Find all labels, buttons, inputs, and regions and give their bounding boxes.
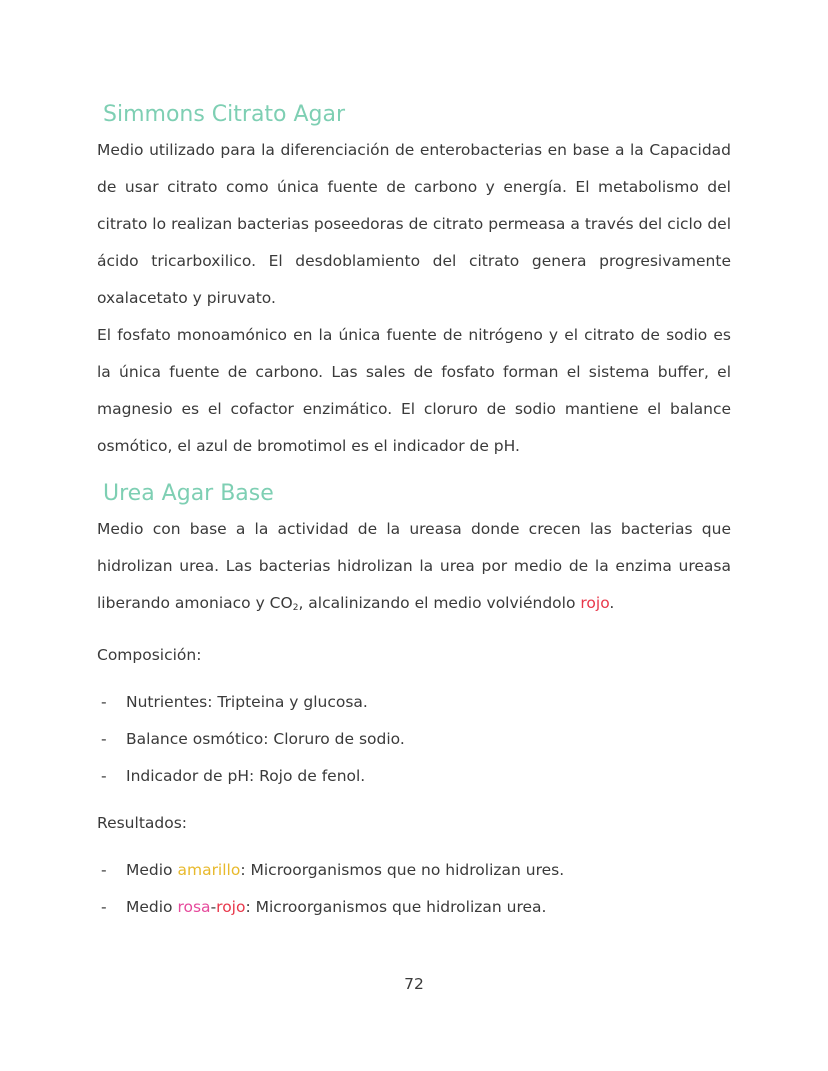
result-suffix: : Microorganismos que hidrolizan urea. — [245, 898, 547, 916]
section-title-urea: Urea Agar Base — [103, 481, 274, 506]
result-prefix: Medio — [126, 898, 178, 916]
list-item — [97, 684, 731, 721]
rosa-highlight: rosa — [177, 898, 211, 916]
result-dash: - — [210, 898, 217, 916]
dash-bullet: - — [101, 861, 107, 879]
list-item — [97, 889, 731, 926]
composition-list — [97, 684, 731, 795]
urea-paragraph-1-text: Medio con base a la actividad de la ureasa donde crecen las bacterias que hidrolizan urea. Las bacterias hidrolizan la urea por medio de la enzima ureasa liberando amoniaco y CO — [97, 520, 731, 612]
amarillo-highlight: amarillo — [177, 861, 241, 879]
result-prefix: Medio — [126, 861, 178, 879]
simmons-paragraph-2: El fosfato monoamónico en la única fuente de nitrógeno y el citrato de sodio es la única fuente de carbono. Las sales de fosfato forman el sistema buffer, el magnesio es el cofactor enzimático. El cloruro de sodio mantiene el balance osmótico, el azul de bromotimol es el indicador de pH. — [97, 326, 731, 455]
urea-paragraph-1 — [97, 511, 731, 627]
dash-bullet: - — [101, 693, 107, 711]
dash-bullet: - — [101, 767, 107, 785]
section-title-simmons: Simmons Citrato Agar — [103, 102, 346, 127]
results-label: Resultados: — [97, 814, 188, 832]
list-item — [97, 758, 731, 795]
co2-subscript: 2 — [292, 603, 299, 613]
composition-label: Composición: — [97, 646, 202, 664]
composition-item-text: Nutrientes: Tripteina y glucosa. — [126, 693, 368, 711]
dash-bullet: - — [101, 730, 107, 748]
rojo-result-highlight: rojo — [216, 898, 246, 916]
dash-bullet: - — [101, 898, 107, 916]
results-list — [97, 852, 731, 926]
simmons-paragraph-1: Medio utilizado para la diferenciación de enterobacterias en base a la Capacidad de usar citrato como única fuente de carbono y energía. El metabolismo del citrato lo realizan bacterias poseedoras de citrato permeasa a través del ciclo del ácido tricarboxilico. El desdoblamiento del citrato genera progresivamente oxalacetato y piruvato. — [97, 141, 731, 307]
composition-item-text: Indicador de pH: Rojo de fenol. — [126, 767, 366, 785]
list-item — [97, 852, 731, 889]
urea-paragraph-1-end: . — [609, 594, 615, 612]
result-suffix: : Microorganismos que no hidrolizan ures. — [240, 861, 565, 879]
rojo-highlight: rojo — [580, 594, 610, 612]
document-page — [97, 98, 731, 926]
page-number: 72 — [404, 975, 424, 993]
composition-item-text: Balance osmótico: Cloruro de sodio. — [126, 730, 405, 748]
list-item — [97, 721, 731, 758]
urea-paragraph-1-text-2: , alcalinizando el medio volviéndolo — [298, 594, 581, 612]
